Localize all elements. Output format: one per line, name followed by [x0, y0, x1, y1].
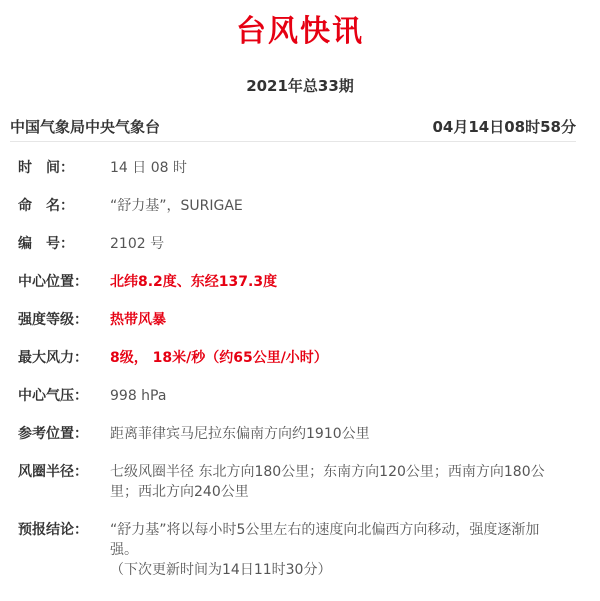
- row-time: [0, 150, 600, 196]
- center-position-label: 中心位置：: [18, 274, 88, 290]
- info-table: [0, 150, 600, 590]
- number-label: 编 号：: [18, 236, 74, 252]
- center-position-value: 北纬8.2度、东经137.3度: [110, 274, 278, 290]
- divider: [10, 141, 576, 142]
- name-label: 命 名：: [18, 198, 74, 214]
- row-center-position: [0, 272, 600, 310]
- row-reference-position: [0, 424, 600, 462]
- row-name: [0, 196, 600, 234]
- issue-datetime: 04月14日08时58分: [432, 118, 576, 136]
- wind-radius-label: 风圈半径：: [18, 464, 88, 480]
- forecast-label: 预报结论：: [18, 522, 88, 538]
- row-intensity: [0, 310, 600, 348]
- max-wind-value: 8级， 18米/秒（约65公里/小时）: [110, 350, 328, 366]
- max-wind-label: 最大风力：: [18, 350, 88, 366]
- reference-position-label: 参考位置：: [18, 426, 88, 442]
- pressure-label: 中心气压：: [18, 388, 88, 404]
- time-value: 14 日 08 时: [110, 160, 187, 176]
- row-wind-radius: [0, 462, 600, 520]
- intensity-label: 强度等级：: [18, 312, 88, 328]
- next-update-note: （下次更新时间为14日11时30分）: [110, 562, 332, 578]
- forecast-value-block: [110, 520, 560, 580]
- source-row: [10, 116, 576, 138]
- wind-radius-value: 七级风圈半径 东北方向180公里；东南方向120公里；西南方向180公里；西北方向240公里: [110, 464, 545, 500]
- page-title: 台风快讯: [236, 14, 364, 49]
- row-max-wind: [0, 348, 600, 386]
- name-value: “舒力基”，SURIGAE: [110, 198, 243, 214]
- row-pressure: [0, 386, 600, 424]
- intensity-value: 热带风暴: [110, 312, 166, 328]
- agency-name: 中国气象局中央气象台: [10, 118, 161, 136]
- pressure-value: 998 hPa: [110, 388, 167, 404]
- forecast-value: “舒力基”将以每小时5公里左右的速度向北偏西方向移动，强度逐渐加强。: [110, 522, 540, 558]
- time-label: 时 间：: [18, 160, 74, 176]
- issue-number: 2021年总33期: [246, 77, 354, 95]
- reference-position-value: 距离菲律宾马尼拉东偏南方向约1910公里: [110, 426, 370, 442]
- number-value: 2102 号: [110, 236, 165, 252]
- row-number: [0, 234, 600, 272]
- row-forecast: [0, 520, 600, 590]
